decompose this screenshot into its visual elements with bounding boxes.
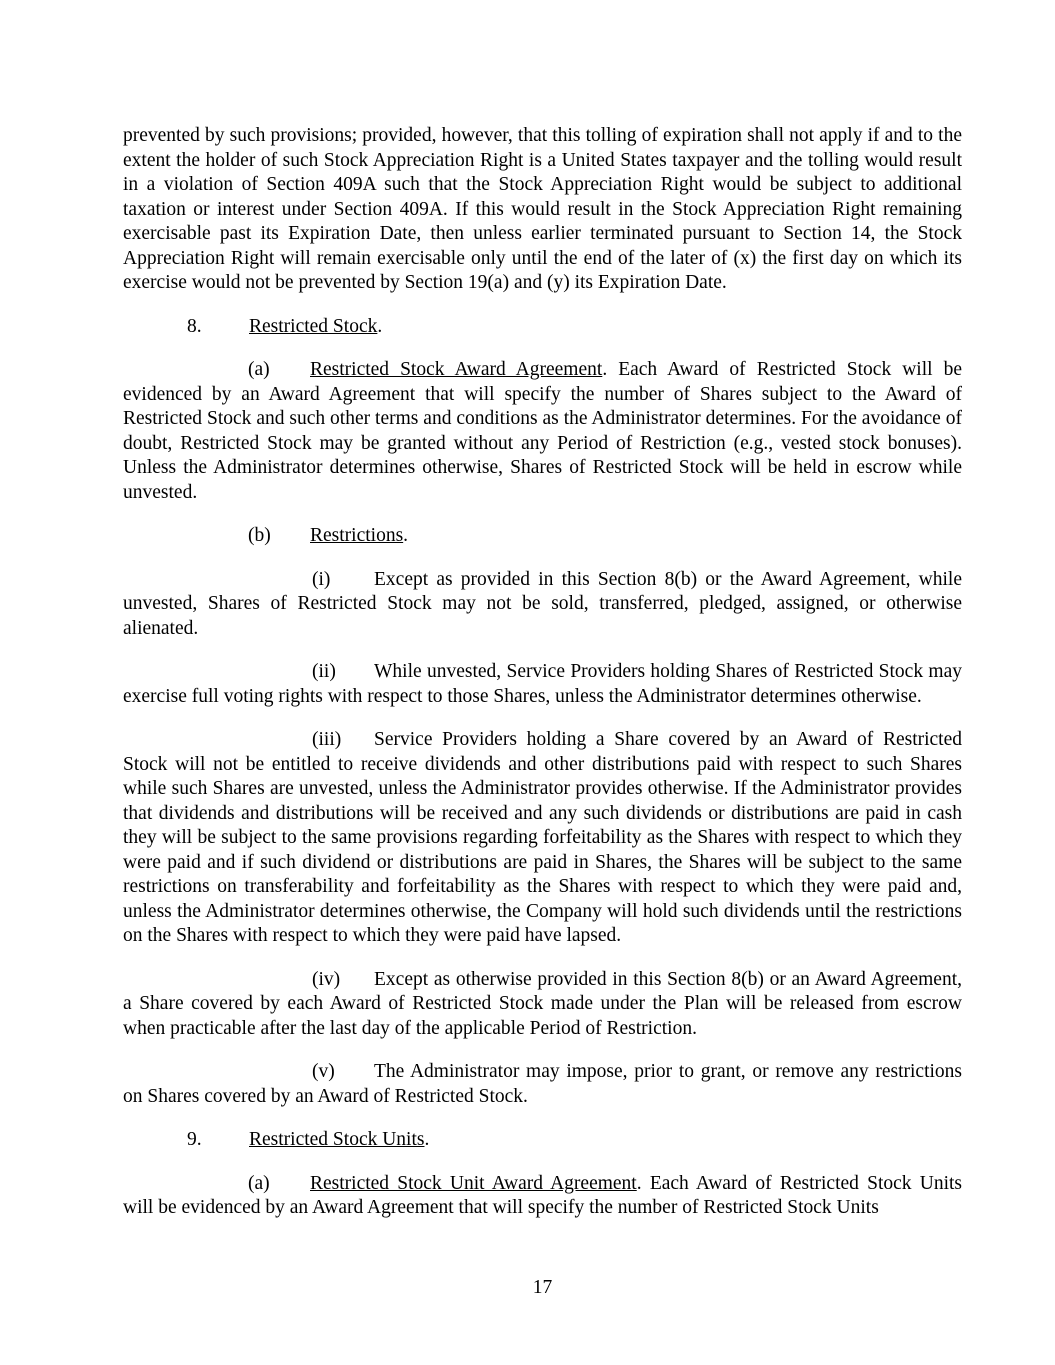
section-8b-ii-paragraph: [123, 660, 962, 709]
section-8b-ii-label: (ii): [312, 661, 336, 682]
section-8b-iv-body: Except as otherwise provided in this Section 8(b) or an Award Agreement, a Share covered by each Award of Restricted Stock made under the Plan will be released from escrow when practicable after the last day of the applicable Period of Restriction.: [123, 968, 962, 1039]
section-9-period: .: [424, 1129, 430, 1150]
continuation-paragraph: prevented by such provisions; provided, however, that this tolling of expiration shall not apply if and to the extent the holder of such Stock Appreciation Right is a United States taxpayer and the tolling would result in a violation of Section 409A such that the Stock Appreciation Right would be subject to additional taxation or interest under Section 409A. If this would result in the Stock Appreciation Right remaining exercisable past its Expiration Date, then unless earlier terminated pursuant to Section 14, the Stock Appreciation Right will remain exercisable only until the end of the later of (x) the first day on which its exercise would not be prevented by Section 19(a) and (y) its Expiration Date.: [123, 125, 962, 293]
section-8b-i-label: (i): [312, 568, 331, 590]
section-8-title: Restricted Stock: [249, 315, 378, 337]
section-8a-body: . Each Award of Restricted Stock will be evidenced by an Award Agreement that will specify the number of Shares subject to the Award of Restricted Stock and such other terms and conditions as the Administrator determines. For the avoidance of doubt, Restricted Stock may be granted without any Period of Restriction (e.g., vested stock bonuses). Unless the Administrator determines otherwise, Shares of Restricted Stock will be held in escrow while unvested.: [123, 359, 962, 503]
section-8b-ii-body: While unvested, Service Providers holding Shares of Restricted Stock may exercise full voting rights with respect to those Shares, unless the Administrator determines otherwise.: [123, 661, 962, 707]
section-8b-period: .: [403, 525, 409, 546]
section-8b-iv-label: (iv): [312, 968, 341, 990]
section-8b-i-paragraph: [123, 568, 962, 642]
section-8a-paragraph: [123, 358, 962, 505]
section-8b-iii-body: Service Providers holding a Share covered by an Award of Restricted Stock will not be entitled to receive dividends and other distributions paid with respect to such Shares while such Shares are unvested, unless the Administrator provides otherwise. If the Administrator provides that dividends and distributions will be received and any such dividends or distributions are paid in cash they will be subject to the same provisions regarding forfeitability as the Shares with respect to which they were paid and if such dividend or distributions are paid in Shares, the Shares will be subject to the same restrictions on transferability and forfeitability as the Shares with respect to which they were paid and, unless the Administrator determines otherwise, the Company will hold such dividends until the restrictions on the Shares with respect to which they were paid have lapsed.: [123, 729, 962, 946]
section-8b-label: (b): [248, 525, 271, 546]
section-8b-heading: [123, 524, 962, 549]
section-8-period: .: [377, 315, 383, 337]
section-8b-iii-paragraph: [123, 728, 962, 949]
section-8b-iii-label: (iii): [312, 729, 342, 750]
section-8a-label: (a): [248, 359, 270, 380]
section-8b-v-body: The Administrator may impose, prior to grant, or remove any restrictions on Shares covered by an Award of Restricted Stock.: [123, 1061, 962, 1107]
section-8b-iv-paragraph: [123, 968, 962, 1042]
section-9a-body: . Each Award of Restricted Stock Units will be evidenced by an Award Agreement that will specify the number of Restricted Stock Units: [123, 1172, 962, 1218]
section-8b-title: Restrictions: [310, 525, 404, 546]
section-8-heading: [123, 315, 962, 340]
section-8b-v-paragraph: [123, 1060, 962, 1109]
section-8-number: 8.: [187, 315, 202, 337]
section-9a-paragraph: [123, 1172, 962, 1221]
section-9a-label: (a): [248, 1172, 270, 1194]
section-9-heading: [123, 1128, 962, 1153]
section-8a-heading: Restricted Stock Award Agreement: [310, 359, 603, 380]
section-9a-heading: Restricted Stock Unit Award Agreement: [310, 1172, 637, 1194]
section-8b-i-body: Except as provided in this Section 8(b) or the Award Agreement, while unvested, Shares of Restricted Stock may not be sold, transferred, pledged, assigned, or otherwise alienated.: [123, 568, 962, 639]
section-9-title: Restricted Stock Units: [249, 1129, 425, 1150]
section-9-number: 9.: [187, 1129, 202, 1150]
page-number: 17: [532, 1277, 553, 1298]
section-8b-v-label: (v): [312, 1061, 335, 1082]
